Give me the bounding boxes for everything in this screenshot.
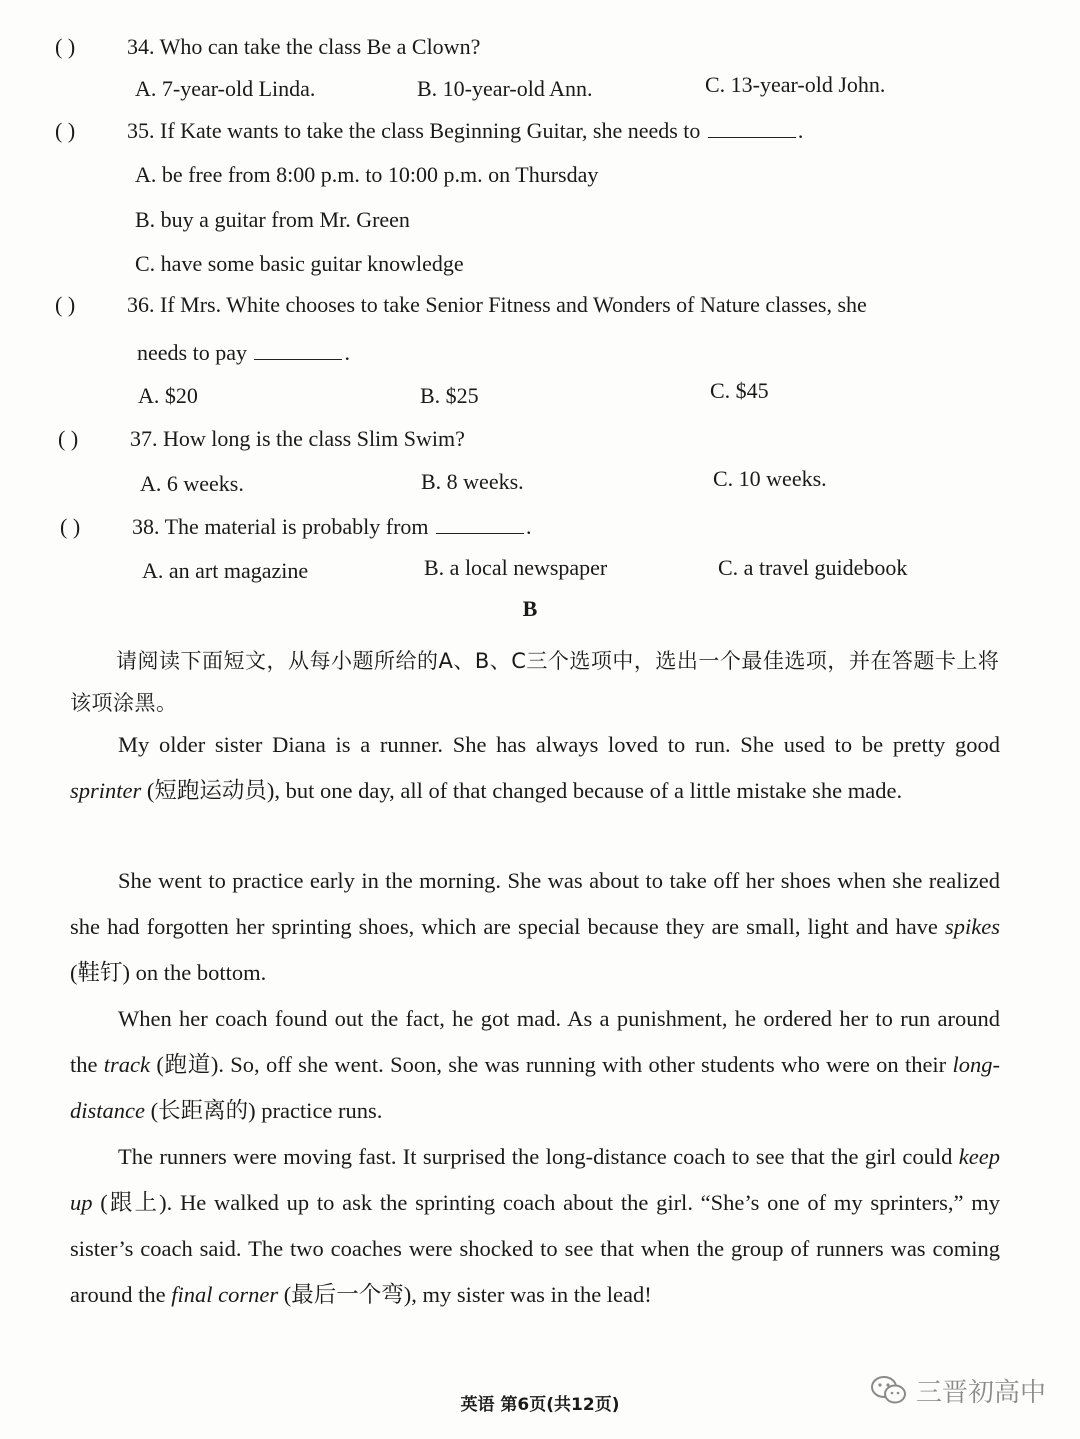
option-b[interactable]: B. 10-year-old Ann. [417, 76, 593, 101]
wechat-icon [870, 1375, 908, 1407]
question-stem: Who can take the class Be a Clown? [159, 34, 481, 59]
text-run: She went to practice early in the morning. She was about to take off her shoes when she realized she had forgotten her sprinting shoes, which are special because they are small, light and have [70, 868, 1000, 939]
question-number: 37. [130, 426, 158, 451]
italic-term: spikes [945, 914, 1000, 939]
option-c[interactable]: C. have some basic guitar knowledge [135, 251, 464, 276]
text-run: (跑道). So, off she went. Soon, she was running with other students who were on their [150, 1052, 953, 1077]
option-b[interactable]: B. 8 weeks. [421, 469, 524, 494]
option-a[interactable]: A. $20 [138, 383, 198, 408]
answer-blank[interactable] [708, 117, 796, 138]
question-34 [55, 32, 480, 62]
page-footer: 英语 第6页(共12页) [460, 1395, 620, 1415]
passage-paragraph-2 [70, 858, 1000, 996]
question-36-line2 [137, 338, 350, 368]
option-c[interactable]: C. 10 weeks. [713, 466, 827, 491]
passage-paragraph-3 [70, 996, 1000, 1134]
text-run: When her coach found out the fact, he got mad. As a punishment, he ordered her to run around the [70, 1006, 1000, 1077]
stem-end: . [344, 340, 350, 365]
section-instruction: 请阅读下面短文，从每小题所给的A、B、C三个选项中，选出一个最佳选项，并在答题卡上将该项涂黑。 [70, 649, 1000, 715]
stem-end: . [526, 514, 532, 539]
text-run: (最后一个弯), my sister was in the lead! [278, 1282, 652, 1307]
option-b[interactable]: B. buy a guitar from Mr. Green [135, 207, 410, 232]
text-run: (短跑运动员), but one day, all of that changed because of a little mistake she made. [141, 778, 903, 803]
option-a[interactable]: A. 7-year-old Linda. [135, 76, 316, 101]
passage-paragraph-4 [70, 1134, 1000, 1318]
answer-bracket[interactable]: ( ) [55, 118, 76, 143]
italic-term: keep up [70, 1144, 1000, 1215]
option-a[interactable]: A. an art magazine [142, 558, 309, 583]
option-c[interactable]: C. $45 [710, 378, 769, 403]
question-stem: The material is probably from [164, 514, 429, 539]
question-number: 38. [132, 514, 160, 539]
watermark-text: 三晋初高中 [915, 1378, 1046, 1408]
answer-bracket[interactable]: ( ) [60, 514, 81, 539]
section-title: B [522, 596, 538, 621]
option-b[interactable]: B. $25 [420, 383, 479, 408]
question-38 [60, 512, 532, 542]
question-37 [58, 424, 465, 454]
question-stem: If Mrs. White chooses to take Senior Fitness and Wonders of Nature classes, she [160, 292, 867, 317]
passage-paragraph-1 [70, 722, 1000, 814]
question-number: 35. [127, 118, 155, 143]
text-run: My older sister Diana is a runner. She has always loved to run. She used to be pretty good [118, 732, 1000, 757]
option-a[interactable]: A. be free from 8:00 p.m. to 10:00 p.m. on Thursday [135, 162, 599, 187]
option-b[interactable]: B. a local newspaper [424, 555, 608, 580]
question-35 [55, 116, 803, 146]
italic-term: track [103, 1052, 151, 1077]
option-c[interactable]: C. 13-year-old John. [705, 72, 886, 97]
option-a[interactable]: A. 6 weeks. [140, 471, 244, 496]
answer-bracket[interactable]: ( ) [55, 34, 76, 59]
italic-term: long-distance [70, 1052, 1000, 1123]
answer-blank[interactable] [436, 513, 524, 534]
question-stem-line2: needs to pay [137, 340, 247, 365]
text-run: (长距离的) practice runs. [144, 1098, 383, 1123]
watermark [870, 1372, 1046, 1409]
text-run: (跟上). He walked up to ask the sprinting coach about the girl. “She’s one of my sprinters,” my sister’s coach said. The two coaches were shocked to see that when the group of runners was coming around the [70, 1190, 1000, 1307]
answer-bracket[interactable]: ( ) [58, 426, 79, 451]
question-stem: If Kate wants to take the class Beginning Guitar, she needs to [160, 118, 701, 143]
italic-term: final corner [171, 1282, 279, 1307]
stem-end: . [797, 118, 804, 143]
question-number: 36. [127, 292, 155, 317]
text-run: The runners were moving fast. It surprised the long-distance coach to see that the girl could [118, 1144, 959, 1169]
option-c[interactable]: C. a travel guidebook [718, 555, 908, 580]
text-run: (鞋钉) on the bottom. [70, 960, 267, 985]
italic-term: sprinter [70, 778, 142, 803]
question-36 [55, 290, 867, 320]
answer-bracket[interactable]: ( ) [55, 292, 76, 317]
answer-blank[interactable] [254, 339, 342, 360]
question-stem: How long is the class Slim Swim? [163, 426, 465, 451]
question-number: 34. [127, 34, 155, 59]
